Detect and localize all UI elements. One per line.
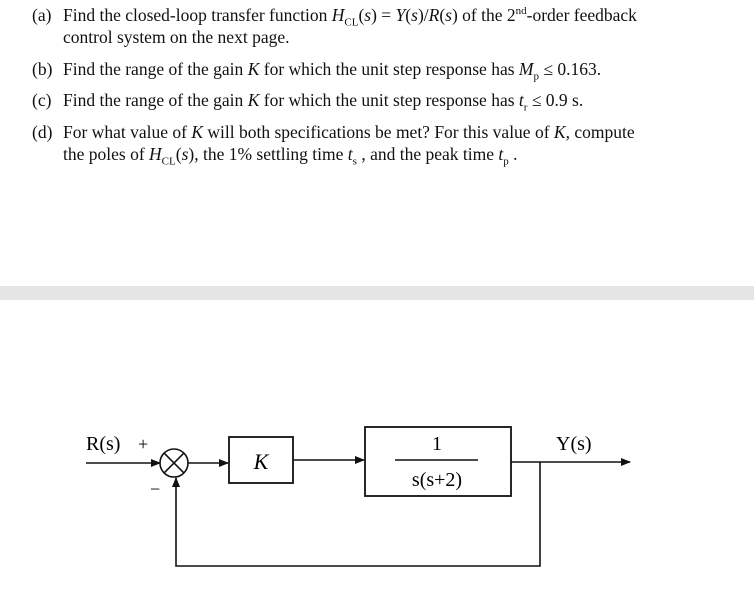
problem-label: (d) <box>32 122 53 142</box>
problem-label: (a) <box>32 5 52 25</box>
problem-label: (c) <box>32 90 52 110</box>
gain-label: K <box>253 449 269 474</box>
block-diagram <box>0 300 754 586</box>
plus-sign: + <box>138 434 149 454</box>
output-label: Y(s) <box>556 433 592 455</box>
problem-d-line-1: For what value of K will both specifications be met? For this value of K, compute <box>63 122 635 142</box>
page-divider <box>0 286 754 300</box>
minus-sign: − <box>150 479 161 499</box>
problem-a-line-2: control system on the next page. <box>63 27 290 47</box>
block-diagram-svg <box>0 300 754 586</box>
problem-a-line-1: Find the closed-loop transfer function $H_{CL}(s) = Y(s)/R(s)$ of the 2nd-order feedback <box>63 5 637 29</box>
plant-numerator: 1 <box>432 433 442 455</box>
problem-b-line-1: Find the range of the gain K for which the unit step response has $M_p \le 0.163$. <box>63 59 602 83</box>
problem-c-line-1: Find the range of the gain K for which the unit step response has $t_r \le 0.9$ s. <box>63 90 584 114</box>
problem-label: (b) <box>32 59 53 79</box>
input-label: R(s) <box>86 433 121 455</box>
plant-denominator: s(s+2) <box>411 469 463 491</box>
summing-junction <box>160 449 188 477</box>
problem-d-line-2: the poles of $H_{CL}(s)$, the 1% settling time $t_s$ , and the peak time $t_p$ . <box>63 144 518 168</box>
